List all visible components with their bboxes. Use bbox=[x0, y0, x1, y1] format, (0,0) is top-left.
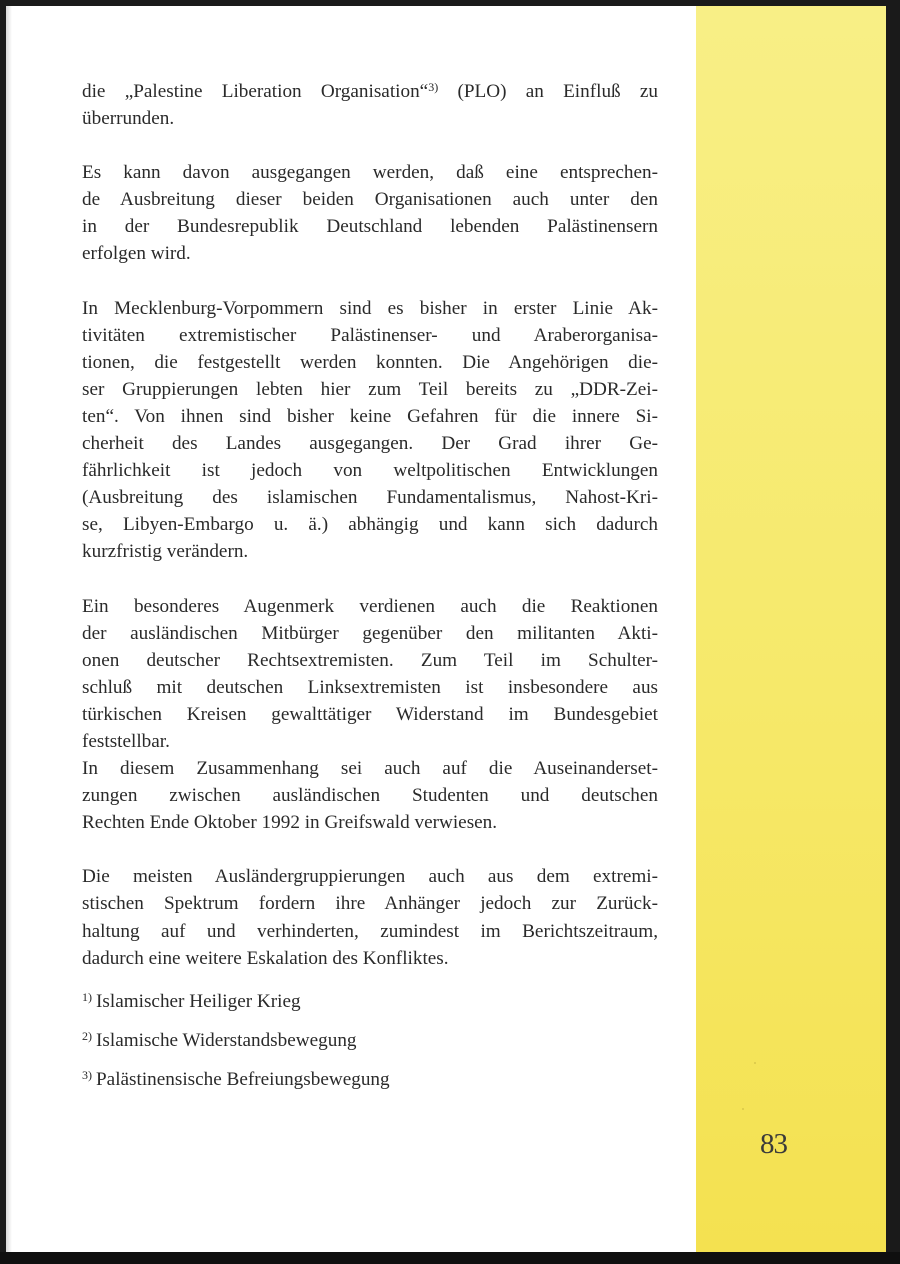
paragraph bbox=[82, 74, 658, 132]
text-line: se, Libyen-Embargo u. ä.) abhängig und kann sich dadurch bbox=[82, 514, 658, 536]
text-line: zungen zwischen ausländischen Studenten und deutschen bbox=[82, 785, 658, 807]
paragraph bbox=[82, 593, 658, 837]
text-line: schluß mit deutschen Linksextremisten ist insbesondere aus bbox=[82, 676, 658, 698]
text-line: tivitäten extremistischer Palästinenser- und Araberorganisa- bbox=[82, 324, 658, 346]
text-line: onen deutscher Rechtsextremisten. Zum Teil im Schulter- bbox=[82, 649, 658, 671]
paragraph bbox=[82, 159, 658, 267]
footnote-text: Islamische Widerstandsbewegung bbox=[96, 1030, 357, 1051]
speck bbox=[754, 1062, 756, 1064]
text-line: die „Palestine Liberation Organisation“$^{3)}$ (PLO) an Einfluß zu bbox=[82, 80, 658, 102]
text-line: In Mecklenburg-Vorpommern sind es bisher in erster Linie Ak- bbox=[82, 297, 658, 319]
footnotes bbox=[82, 980, 662, 1097]
page-number: 83 bbox=[760, 1128, 787, 1160]
text-line: de Ausbreitung dieser beiden Organisationen auch unter den bbox=[82, 189, 658, 211]
speck bbox=[742, 1108, 744, 1110]
footnote-reference: 3) bbox=[428, 80, 439, 94]
footnote bbox=[82, 980, 662, 1019]
text-line: überrunden. bbox=[82, 108, 175, 130]
text-line: kurzfristig verändern. bbox=[82, 541, 249, 563]
footnote-mark: 1) bbox=[82, 990, 92, 1004]
footnote-mark: 2) bbox=[82, 1029, 92, 1043]
footnote bbox=[82, 1019, 662, 1058]
paragraph bbox=[82, 295, 658, 566]
text-line: cherheit des Landes ausgegangen. Der Grad ihrer Ge- bbox=[82, 433, 658, 455]
text-line: Die meisten Ausländergruppierungen auch aus dem extremi- bbox=[82, 866, 658, 888]
document-page bbox=[6, 6, 886, 1254]
text-line: In diesem Zusammenhang sei auch auf die Auseinanderset- bbox=[82, 758, 658, 780]
text-line: der ausländischen Mitbürger gegenüber den militanten Akti- bbox=[82, 622, 658, 644]
body-text bbox=[82, 74, 658, 972]
text-line: (Ausbreitung des islamischen Fundamentalismus, Nahost-Kri- bbox=[82, 487, 658, 509]
footnote-text: Palästinensische Befreiungsbewegung bbox=[96, 1069, 390, 1090]
text-line: haltung auf und verhinderten, zumindest im Berichtszeitraum, bbox=[82, 920, 658, 942]
footnote-text: Islamischer Heiliger Krieg bbox=[96, 991, 301, 1012]
text-line: türkischen Kreisen gewalttätiger Widerstand im Bundesgebiet bbox=[82, 703, 658, 725]
text-line: dadurch eine weitere Eskalation des Konfliktes. bbox=[82, 947, 449, 969]
text-line: feststellbar. bbox=[82, 730, 170, 752]
text-line: fährlichkeit ist jedoch von weltpolitischen Entwicklungen bbox=[82, 460, 658, 482]
scan-bottom-edge bbox=[0, 1252, 900, 1264]
text-line: ten“. Von ihnen sind bisher keine Gefahren für die innere Si- bbox=[82, 405, 658, 427]
text-line: stischen Spektrum fordern ihre Anhänger jedoch zur Zurück- bbox=[82, 893, 658, 915]
text-line: ser Gruppierungen lebten hier zum Teil bereits zu „DDR-Zei- bbox=[82, 378, 658, 400]
text-line: in der Bundesrepublik Deutschland lebenden Palästinensern bbox=[82, 216, 658, 238]
footnote-mark: 3) bbox=[82, 1068, 92, 1082]
text-line: Es kann davon ausgegangen werden, daß eine entsprechen- bbox=[82, 162, 658, 184]
yellow-margin-band bbox=[696, 6, 886, 1254]
text-line: Rechten Ende Oktober 1992 in Greifswald verwiesen. bbox=[82, 812, 498, 834]
text-line: Ein besonderes Augenmerk verdienen auch die Reaktionen bbox=[82, 595, 658, 617]
text-line: tionen, die festgestellt werden konnten. Die Angehörigen die- bbox=[82, 351, 658, 373]
text-line: erfolgen wird. bbox=[82, 243, 191, 265]
paragraph bbox=[82, 863, 658, 971]
footnote bbox=[82, 1058, 662, 1097]
page-edge-shade bbox=[6, 6, 12, 1254]
